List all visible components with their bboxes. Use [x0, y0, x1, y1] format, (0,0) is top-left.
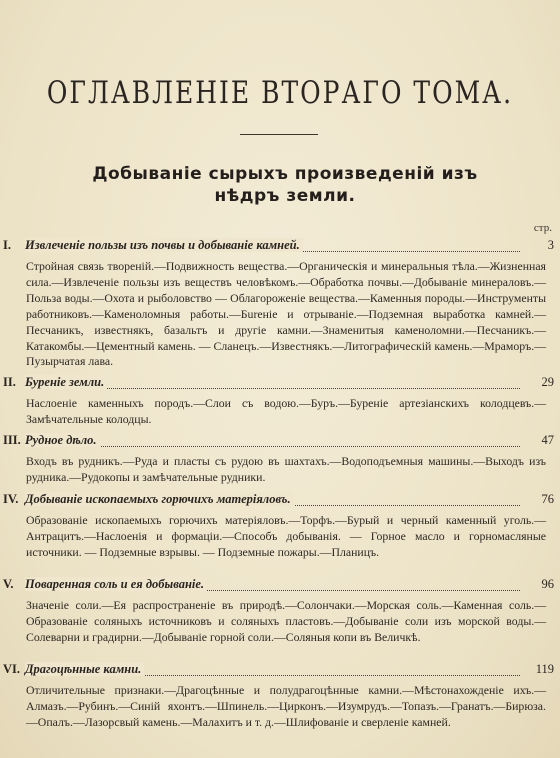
section-heading — [0, 577, 560, 595]
page-column-label: стр. — [533, 222, 552, 234]
section-contents: Стройная связь твореній.—Подвижность вещества.—Органическія и минеральныя тѣла.—Жизненная сила.—Извлеченіе пользы изъ веществъ человѣкомъ.—Обработка почвы.—Добываніе минераловъ.—Польза воды.—Охота и рыболовство — Облагороженіе вещества.—Каменныя породы.—Инструменты работниковъ.—Каменоломныя работы.—Бureніе и отрываніе.—Подземная выработка камней.—Песчаникъ, известнякъ, базальтъ и другіе камни.—Знаменитыя каменоломни.—Песчаникъ.—Катакомбы.—Цементный камень. — Сланецъ.—Известнякъ.—Литографическій камень.—Мраморъ.—Пузырчатая лава. — [26, 259, 546, 369]
section-title: Добываніе ископаемыхъ горючихъ матеріяловъ. — [25, 492, 294, 506]
section-number: I. — [3, 238, 11, 252]
section-contents: Отличительные признаки.—Драгоцѣнные и полудрагоцѣнные камни.—Мѣстонахожденіе ихъ.—Алмазъ.—Рубинъ.—Синій яхонтъ.—Шпинель.—Цирконъ.—Изумрудъ.—Топазъ.—Гранатъ.—Бирюза.—Опалъ.—Лазорсвый камень.—Малахитъ и т. д.—Шлифованіе и сверленіе камней. — [26, 683, 546, 729]
section-heading — [0, 662, 560, 680]
section-number: III. — [3, 433, 21, 447]
toc-section-4 — [0, 492, 560, 561]
section-number: II. — [3, 375, 16, 389]
section-page-number: 47 — [541, 433, 554, 447]
section-page-number: 96 — [541, 577, 554, 591]
part-subtitle: Добываніе сырыхъ произведеній изъ нѣдръ земли. — [92, 164, 478, 206]
toc-section-3 — [0, 433, 560, 486]
section-page-number: 29 — [541, 375, 554, 389]
toc-section-1 — [0, 238, 560, 370]
section-page-number: 76 — [541, 492, 554, 506]
section-heading — [0, 375, 560, 393]
section-title: Извлеченіе пользы изъ почвы и добываніе камней. — [25, 238, 303, 252]
section-title: Рудное дѣло. — [25, 433, 100, 447]
section-number: VI. — [3, 662, 21, 676]
toc-section-5 — [0, 577, 560, 646]
toc-section-2 — [0, 375, 560, 428]
section-heading — [0, 238, 560, 256]
toc-section-6 — [0, 662, 560, 731]
section-contents: Значеніе соли.—Ея распространеніе въ природѣ.—Солончаки.—Морская соль.—Каменная соль.—Образованіе соляныхъ источниковъ и соляныхъ пластовъ.—Добываніе соли изъ морской воды.—Солеварни и градирни.—Добываніе горной соли.—Соляныя копи въ Величкѣ. — [26, 598, 546, 644]
section-contents: Образованіе ископаемыхъ горючихъ матеріяловъ.—Торфъ.—Бурый и черный каменный уголь.—Антрацитъ.—Наслоенія и формаціи.—Способъ добыванія. — Горное масло и горномасляные источники. — Подземные взрывы. — Подземные пожары.—Планицъ. — [26, 513, 546, 559]
section-heading — [0, 492, 560, 510]
section-page-number: 119 — [535, 662, 554, 676]
title-divider — [240, 134, 318, 135]
section-number: V. — [3, 577, 14, 591]
section-heading — [0, 433, 560, 451]
page-title: ОГЛАВЛЕНІЕ ВТОРАГО ТОМА. — [46, 74, 514, 111]
section-contents: Наслоеніе каменныхъ породъ.—Слои съ водою.—Буръ.—Буреніе артезіанскихъ колодцевъ.—Замѣчательные колодцы. — [26, 396, 546, 426]
section-title: Драгоцѣнные камни. — [25, 662, 144, 676]
section-contents: Входъ въ рудникъ.—Руда и пласты съ рудою въ шахтахъ.—Водоподъемныя машины.—Выходъ изъ рудника.—Рудокопы и замѣчательные рудники. — [26, 454, 546, 484]
section-number: IV. — [3, 492, 19, 506]
section-title: Буреніе земли. — [25, 375, 107, 389]
section-page-number: 3 — [547, 238, 554, 252]
section-title: Поваренная соль и ея добываніе. — [25, 577, 207, 591]
